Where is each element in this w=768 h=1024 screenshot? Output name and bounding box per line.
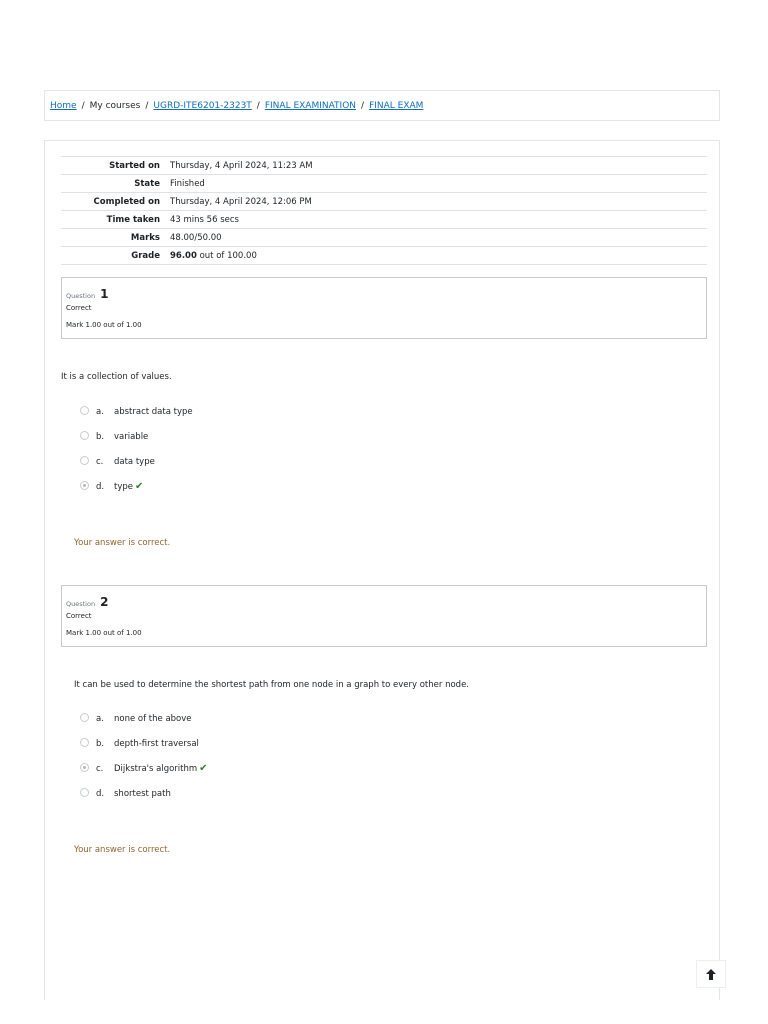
summary-row-grade xyxy=(61,247,707,265)
question-1-option-b[interactable] xyxy=(80,431,148,443)
summary-label: Time taken xyxy=(106,214,160,225)
option-text: type xyxy=(114,482,133,492)
breadcrumb-section-link[interactable]: FINAL EXAMINATION xyxy=(264,101,357,111)
check-icon: ✔ xyxy=(135,481,144,492)
question-grade: Mark 1.00 out of 1.00 xyxy=(66,629,142,637)
option-letter: c. xyxy=(96,764,104,774)
option-text: shortest path xyxy=(114,789,171,799)
question-1-option-d[interactable] xyxy=(80,481,143,493)
option-letter: d. xyxy=(96,482,105,492)
breadcrumb-my-courses: My courses xyxy=(89,101,141,111)
question-2-option-b[interactable] xyxy=(80,738,199,750)
question-state: Correct xyxy=(66,304,92,312)
breadcrumb-separator: / xyxy=(81,101,85,111)
breadcrumb-separator: / xyxy=(256,101,260,111)
radio-button[interactable] xyxy=(80,788,89,797)
radio-button[interactable] xyxy=(80,431,89,440)
question-2-info xyxy=(61,585,707,647)
summary-value: Thursday, 4 April 2024, 11:23 AM xyxy=(170,160,313,171)
grade-out-of: out of 100.00 xyxy=(196,250,257,261)
summary-label: State xyxy=(134,178,160,189)
option-letter: c. xyxy=(96,457,104,467)
breadcrumb-quiz-link[interactable]: FINAL EXAM xyxy=(369,101,424,111)
question-2-option-a[interactable] xyxy=(80,713,192,725)
radio-button-selected[interactable] xyxy=(80,763,89,772)
summary-value: Thursday, 4 April 2024, 12:06 PM xyxy=(170,196,312,207)
summary-row-started xyxy=(61,157,707,175)
summary-value: 48.00/50.00 xyxy=(170,232,222,243)
breadcrumb-home-link[interactable]: Home xyxy=(50,101,77,111)
question-grade: Mark 1.00 out of 1.00 xyxy=(66,321,142,329)
option-text: depth-first traversal xyxy=(114,739,199,749)
question-state: Correct xyxy=(66,612,92,620)
breadcrumb-course-link[interactable]: UGRD-ITE6201-2323T xyxy=(153,101,252,111)
back-to-top-button[interactable] xyxy=(696,960,726,988)
question-1-info xyxy=(61,277,707,339)
question-1-option-a[interactable] xyxy=(80,406,193,418)
option-text: variable xyxy=(114,432,149,442)
question-2-option-c[interactable] xyxy=(80,763,208,775)
option-text: abstract data type xyxy=(114,407,193,417)
option-text: Dijkstra's algorithm xyxy=(114,764,198,774)
summary-label: Completed on xyxy=(93,196,160,207)
arrow-up-icon xyxy=(706,969,716,980)
summary-row-marks xyxy=(61,229,707,247)
breadcrumb xyxy=(44,90,720,121)
question-number: 1 xyxy=(100,287,109,301)
question-2-feedback: Your answer is correct. xyxy=(74,845,171,855)
summary-label: Marks xyxy=(130,232,160,243)
radio-button[interactable] xyxy=(80,713,89,722)
question-label: Question xyxy=(66,292,96,300)
radio-button[interactable] xyxy=(80,406,89,415)
summary-value: Finished xyxy=(170,178,205,189)
option-letter: b. xyxy=(96,432,105,442)
summary-row-time-taken xyxy=(61,211,707,229)
option-text: none of the above xyxy=(114,714,192,724)
summary-label: Started on xyxy=(109,160,160,171)
radio-button[interactable] xyxy=(80,456,89,465)
summary-value: 43 mins 56 secs xyxy=(170,214,239,225)
question-1-feedback: Your answer is correct. xyxy=(74,538,171,548)
question-2-text: It can be used to determine the shortest path from one node in a graph to every other node. xyxy=(74,680,469,690)
check-icon: ✔ xyxy=(199,763,208,774)
option-text: data type xyxy=(114,457,155,467)
option-letter: a. xyxy=(96,714,104,724)
summary-label: Grade xyxy=(131,250,160,261)
summary-row-state xyxy=(61,175,707,193)
breadcrumb-separator: / xyxy=(361,101,365,111)
grade-value: 96.00 xyxy=(170,250,197,261)
radio-button-selected[interactable] xyxy=(80,481,89,490)
option-letter: d. xyxy=(96,789,105,799)
breadcrumb-separator: / xyxy=(145,101,149,111)
option-letter: b. xyxy=(96,739,105,749)
radio-button[interactable] xyxy=(80,738,89,747)
question-1-option-c[interactable] xyxy=(80,456,155,468)
question-2-option-d[interactable] xyxy=(80,788,171,800)
summary-row-completed xyxy=(61,193,707,211)
question-number: 2 xyxy=(100,595,109,609)
attempt-summary-table xyxy=(61,156,707,265)
question-1-text: It is a collection of values. xyxy=(61,372,172,382)
question-label: Question xyxy=(66,600,96,608)
quiz-review-container xyxy=(44,140,720,1000)
option-letter: a. xyxy=(96,407,104,417)
summary-value xyxy=(170,247,707,265)
